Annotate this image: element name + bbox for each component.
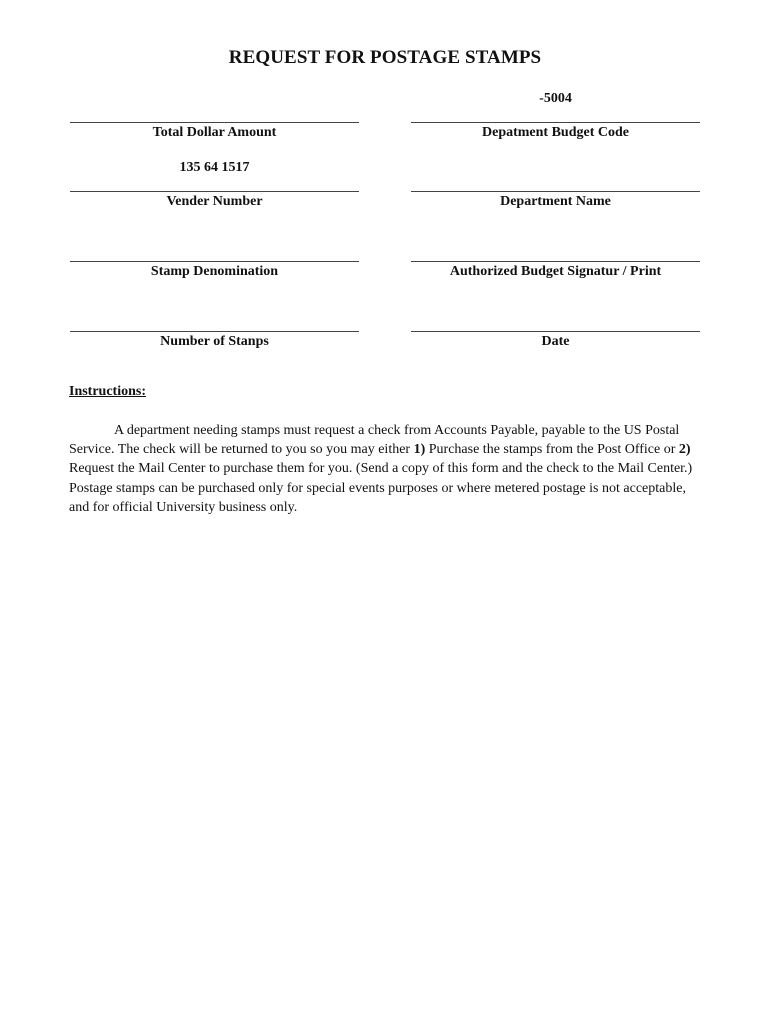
total-dollar-amount-value[interactable] — [70, 91, 359, 107]
number-of-stamps-label: Number of Stanps — [160, 334, 269, 349]
field-underline — [411, 331, 700, 332]
total-dollar-amount-field[interactable] — [70, 63, 359, 140]
department-name-label: Department Name — [500, 194, 611, 209]
instructions-paragraph — [69, 421, 695, 517]
instructions-heading: Instructions: — [69, 384, 147, 399]
vender-number-label: Vender Number — [166, 194, 263, 209]
instructions-text-part-3: Request the Mail Center to purchase them for you. (Send a copy of this form and the check to the Mail Center.) Postage stamps can be purchased only for special events purposes or where metered postage is not acceptable, and for official University business only. — [69, 461, 693, 515]
number-of-stamps-value[interactable] — [70, 300, 359, 316]
vender-number-field[interactable] — [70, 132, 359, 209]
field-underline — [70, 122, 359, 123]
department-budget-code-field[interactable] — [411, 63, 700, 140]
date-value[interactable] — [411, 300, 700, 316]
number-of-stamps-field[interactable] — [70, 272, 359, 349]
field-underline — [411, 261, 700, 262]
option-2-marker: 2) — [678, 442, 691, 458]
department-name-field[interactable] — [411, 132, 700, 209]
field-underline — [411, 191, 700, 192]
vender-number-value[interactable]: 135 64 1517 — [179, 160, 250, 175]
authorized-signature-value[interactable] — [411, 230, 700, 246]
stamp-denomination-value[interactable] — [70, 230, 359, 246]
form-title: REQUEST FOR POSTAGE STAMPS — [228, 47, 542, 68]
option-1-marker: 1) — [413, 442, 426, 458]
date-field[interactable] — [411, 272, 700, 349]
department-budget-code-value[interactable]: -5004 — [539, 91, 572, 106]
stamp-denomination-field[interactable] — [70, 202, 359, 279]
authorized-signature-field[interactable] — [411, 202, 700, 279]
instructions-text-part-2: Purchase the stamps from the Post Office or — [425, 442, 679, 458]
field-underline — [70, 191, 359, 192]
instructions-text-part-1: A department needing stamps must request a check from Accounts Payable, payable to the US Postal Service. The check will be returned to you so you may either — [69, 423, 680, 458]
department-name-value[interactable] — [411, 160, 700, 176]
date-label: Date — [541, 334, 570, 349]
field-underline — [70, 331, 359, 332]
total-dollar-amount-label: Total Dollar Amount — [152, 125, 277, 140]
department-budget-code-label: Depatment Budget Code — [482, 125, 629, 140]
field-underline — [411, 122, 700, 123]
authorized-signature-label: Authorized Budget Signatur / Print — [449, 264, 662, 279]
stamp-denomination-label: Stamp Denomination — [150, 264, 279, 279]
field-underline — [70, 261, 359, 262]
